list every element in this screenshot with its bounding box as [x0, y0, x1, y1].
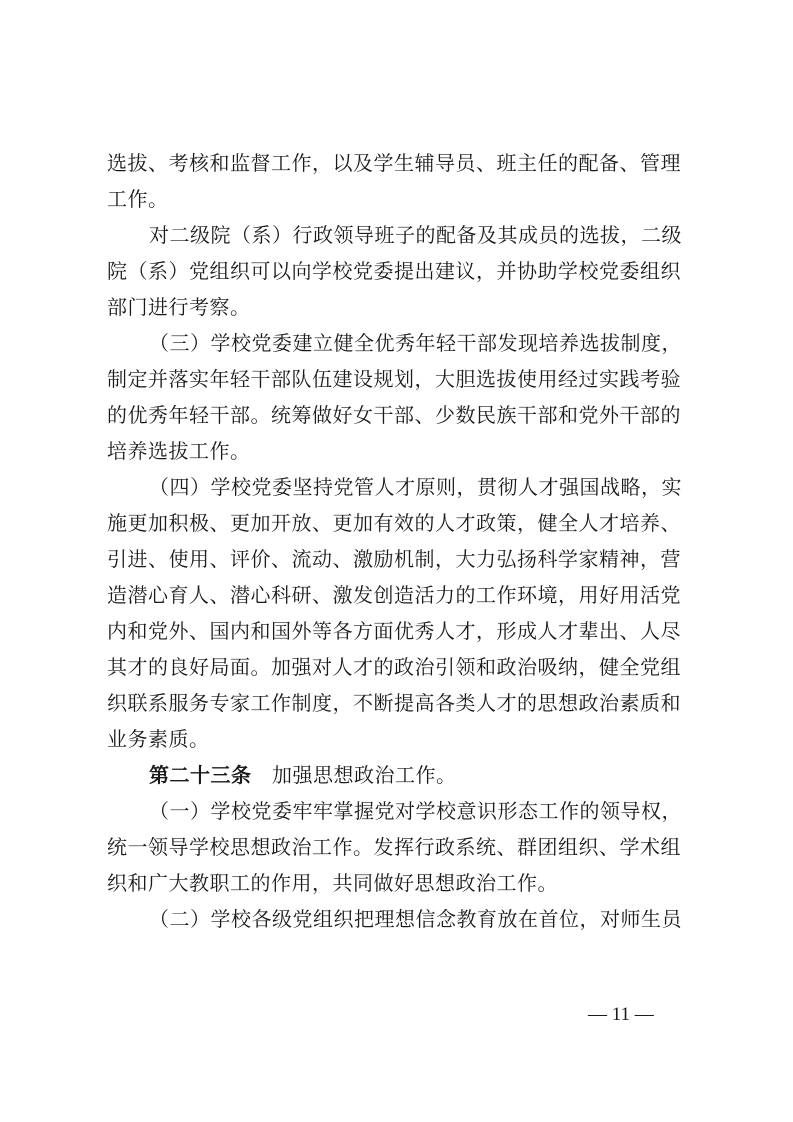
article-23-paragraph — [107, 757, 687, 793]
paragraph-5: （一）学校党委牢牢掌握党对学校意识形态工作的领导权， 统一领导学校思想政治工作。发挥行政系统、群团组织、学术组 织和广大教职工的作用，共同做好思想政治工作。 — [107, 799, 682, 895]
paragraph-3: （四）学校党委坚持党管人才原则，贯彻人才强国战略，实 施更加积极、更加开放、更加有效的人才政策，健全人才培养、 引进、使用、评价、流动、激励机制，大力弘扬科学家精神，营 造潜心育人、潜心科研、激发创造活力的工作环境，用好用活党 内和党外、国内和国外等各方面优秀人才，形成人才辈出、人尽 其才的良好局面。加强对人才的政治引领和政治吸纳，健全党组 织联系服务专家工作制度，不断提高各类人才的思想政治素质和 业务素质。 — [107, 475, 682, 751]
paragraph-6: （二）学校各级党组织把理想信念教育放在首位，对师生员 — [149, 907, 682, 931]
article-heading: 第二十三条 — [149, 763, 252, 787]
paragraph-1: 对二级院（系）行政领导班子的配备及其成员的选拔，二级 院（系）党组织可以向学校党委提出建议，并协助学校党委组织 部门进行考察。 — [107, 223, 682, 319]
paragraph-2: （三）学校党委建立健全优秀年轻干部发现培养选拔制度， 制定并落实年轻干部队伍建设规划，大胆选拔使用经过实践考验 的优秀年轻干部。统筹做好女干部、少数民族干部和党外干部的 培养选拔工作。 — [107, 331, 682, 463]
page-number: — 11 — — [588, 1004, 654, 1025]
article-title-text: 加强思想政治工作。 — [272, 763, 457, 787]
document-body — [107, 145, 687, 937]
paragraph-0: 选拔、考核和监督工作，以及学生辅导员、班主任的配备、管理 工作。 — [107, 151, 681, 211]
